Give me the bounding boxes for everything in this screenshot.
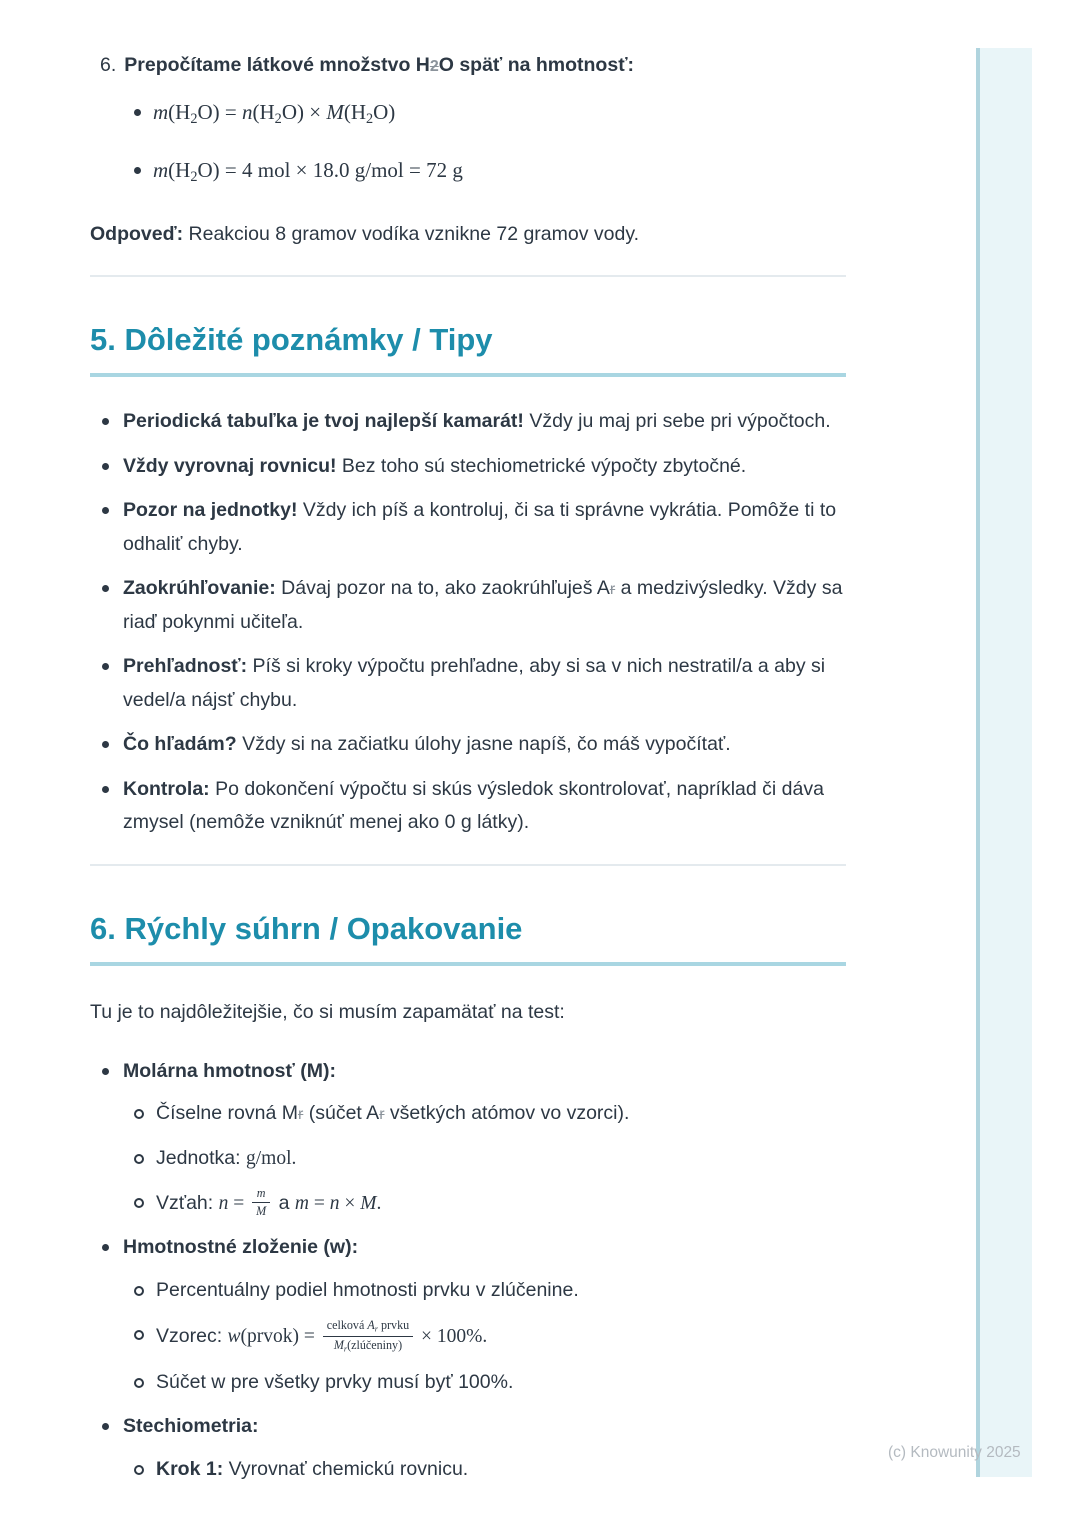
summary-sub-item — [123, 1186, 846, 1220]
bullet-dot-icon — [102, 1244, 109, 1251]
numbered-step — [90, 52, 846, 79]
bullet-circle-icon — [134, 1154, 144, 1164]
bullet-circle-icon — [134, 1286, 144, 1296]
math-expression: m(H2O) = n(H2O) × M(H2O) — [153, 100, 396, 128]
bullet-dot-icon — [102, 786, 109, 793]
bullet-dot-icon — [102, 418, 109, 425]
math-bullet-item — [90, 155, 846, 188]
summary-list — [90, 1055, 846, 1486]
summary-sub-text: Krok 1: Vyrovnať chemickú rovnicu. — [156, 1457, 469, 1480]
summary-item-lead: Hmotnostné zloženie (w): — [123, 1236, 359, 1259]
summary-sub-text: Súčet w pre všetky prvky musí byť 100%. — [156, 1370, 514, 1393]
summary-sub-item — [123, 1142, 846, 1176]
summary-sub-list — [123, 1097, 846, 1220]
document-content — [90, 0, 846, 1497]
bullet-dot-icon — [102, 507, 109, 514]
tip-list-item — [90, 650, 846, 717]
summary-sub-list — [123, 1274, 846, 1399]
page-edge-band — [976, 48, 1032, 1477]
summary-item-lead: Stechiometria: — [123, 1415, 259, 1438]
section-divider — [90, 275, 846, 277]
bullet-dot-icon — [102, 1068, 109, 1075]
watermark: (c) Knowunity 2025 — [888, 1444, 1021, 1461]
summary-list-item — [90, 1231, 846, 1399]
step-math-list — [90, 97, 846, 188]
bullet-dot-icon — [102, 1423, 109, 1430]
math-expression: m(H2O) = 4 mol × 18.0 g/mol = 72 g — [153, 157, 463, 185]
summary-sub-item — [123, 1097, 846, 1131]
summary-sub-text: Vzťah: n = $\frac{m}{M}$ a m = n × M. — [156, 1186, 382, 1219]
bullet-circle-icon — [134, 1198, 144, 1208]
bullet-circle-icon — [134, 1109, 144, 1119]
summary-sub-item — [123, 1453, 846, 1487]
summary-sub-text: Jednotka: g/mol. — [156, 1146, 297, 1169]
answer-line: Odpoveď: Reakciou 8 gramov vodíka vznikne 72 gramov vody. — [90, 223, 640, 246]
summary-sub-item — [123, 1274, 846, 1308]
tip-text: Vždy vyrovnaj rovnicu! Bez toho sú stechiometrické výpočty zbytočné. — [123, 454, 747, 477]
tip-text: Kontrola: Po dokončení výpočtu si skús výsledok skontrolovať, napríklad či dáva zmysel (nemôže vzniknúť menej ako 0 g látky). — [123, 777, 824, 834]
summary-sub-text: Vzorec: w(prvok) = $\frac{\text{celková Ar prvku}}{\text{Mr(zlúčeniny)}}$ × 100%. — [156, 1318, 488, 1354]
tip-list-item — [90, 773, 846, 840]
tip-text: Periodická tabuľka je tvoj najlepší kamarát! Vždy ju maj pri sebe pri výpočtoch. — [123, 410, 831, 432]
tip-list-item — [90, 450, 846, 484]
summary-sub-text: Percentuálny podiel hmotnosti prvku v zlúčenine. — [156, 1278, 579, 1301]
tips-list — [90, 405, 846, 840]
summary-sub-item — [123, 1366, 846, 1400]
tip-text: Pozor na jednotky! Vždy ich píš a kontroluj, či sa ti správne vykrátia. Pomôže ti to odhaliť chyby. — [123, 499, 837, 555]
section-5-heading: 5. Dôležité poznámky / Tipy — [90, 321, 846, 377]
bullet-dot-icon — [102, 741, 109, 748]
math-bullet-item — [90, 97, 846, 130]
bullet-dot-icon — [102, 585, 109, 592]
summary-sub-list — [123, 1453, 846, 1487]
tip-text: Čo hľadám? Vždy si na začiatku úlohy jasne napíš, čo máš vypočítať. — [123, 733, 731, 756]
tip-list-item — [90, 572, 846, 639]
bullet-dot-icon — [102, 463, 109, 470]
summary-list-item — [90, 1055, 846, 1221]
tip-text: Prehľadnosť: Píš si kroky výpočtu prehľadne, aby si sa v nich nestratil/a a aby si vedel/a nájsť chybu. — [123, 655, 826, 711]
bullet-circle-icon — [134, 1378, 144, 1388]
bullet-circle-icon — [134, 1330, 144, 1340]
step-number: 6. — [100, 54, 117, 76]
fraction: $\frac{\text{celková Ar prvku}}{\text{Mr(zlúčeniny)}}$ — [323, 1318, 413, 1354]
summary-sub-item — [123, 1318, 846, 1354]
section-6-heading: 6. Rýchly súhrn / Opakovanie — [90, 910, 846, 966]
summary-intro: Tu je to najdôležitejšie, čo si musím zapamätať na test: — [90, 1000, 565, 1023]
tip-list-item — [90, 405, 846, 439]
section-divider — [90, 864, 846, 866]
bullet-dot-icon — [102, 663, 109, 670]
summary-list-item — [90, 1410, 846, 1486]
bullet-dot-icon — [134, 109, 141, 116]
tip-text: Zaokrúhľovanie: Dávaj pozor na to, ako zaokrúhľuješ Ar a medzivýsledky. Vždy sa riaď pokynmi učiteľa. — [123, 577, 843, 633]
bullet-circle-icon — [134, 1465, 144, 1475]
summary-item-lead: Molárna hmotnosť (M): — [123, 1059, 336, 1082]
bullet-dot-icon — [134, 167, 141, 174]
tip-list-item — [90, 728, 846, 762]
tip-list-item — [90, 494, 846, 561]
summary-sub-text: Číselne rovná Mr (súčet Ar všetkých atómov vo vzorci). — [156, 1102, 630, 1125]
step-title: Prepočítame látkové množstvo H2O späť na hmotnosť: — [124, 54, 635, 76]
fraction: $\frac{m}{M}$ — [252, 1186, 270, 1219]
